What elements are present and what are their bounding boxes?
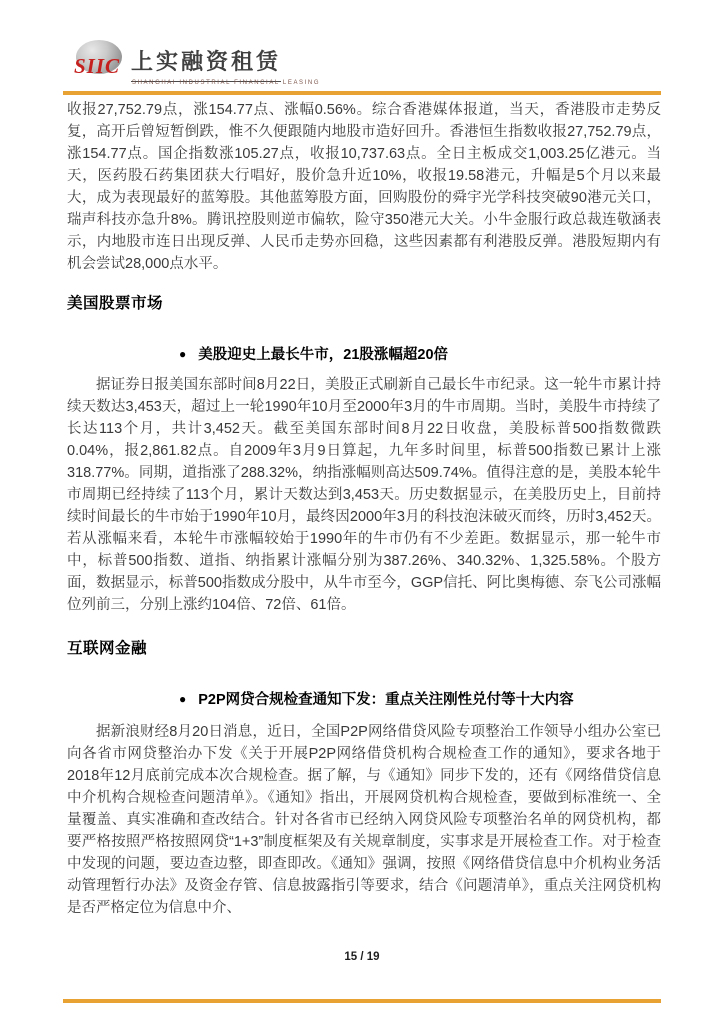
subheading-us-bull-market-label: 美股迎史上最长牛市，21股涨幅超20倍 xyxy=(198,347,449,363)
logo-siic-text: SIIC xyxy=(74,54,121,78)
document-body xyxy=(67,99,661,919)
bullet-icon: ● xyxy=(179,692,187,706)
paragraph-internet-finance: 据新浪财经8月20日消息，近日，全国P2P网络借贷风险专项整治工作领导小组办公室已向各省市网贷整治办下发《关于开展P2P网络借贷机构合规检查工作的通知》，要求各地于2018年12月底前完成本次合规检查。据了解，与《通知》同步下发的，还有《网络借贷信息中介机构合规检查问题清单》。《通知》指出，开展网贷机构合规检查，要做到标准统一、全量覆盖、真实准确和查改结合。针对各省市已经纳入网贷风险专项整治名单的网贷机构，都要严格按照严格按照网贷“1+3”制度框架及有关规章制度，实事求是开展检查工作。对于检查中发现的问题，要边查边整，即查即改。《通知》强调，按照《网络借贷信息中介机构业务活动管理暂行办法》及资金存管、信息披露指引等要求，结合《问题清单》，重点关注网贷机构是否严格定位为信息中介、 xyxy=(67,724,661,916)
footer-gold-rule xyxy=(63,999,661,1003)
company-name-english: SHANGHAI INDUSTRIAL FINANCIAL LEASING xyxy=(132,80,321,86)
subheading-p2p-notice xyxy=(179,688,661,709)
section-heading-us-stock-market: 美国股票市场 xyxy=(67,295,164,312)
page-number: 15 / 19 xyxy=(344,951,380,963)
bullet-icon: ● xyxy=(179,347,187,361)
paragraph-hongkong-market: 收报27,752.79点，涨154.77点、涨幅0.56%。综合香港媒体报道，当天，香港股市走势反复，高开后曾短暂倒跌，惟不久便跟随内地股市造好回升。香港恒生指数收报27,752.79点，涨154.77点。国企指数涨105.27点，收报10,737.63点。全日主板成交1,003.25亿港元。当天，医药股石药集团获大行唱好，股价急升近10%，收报19.58港元，升幅是5个月以来最大，成为表现最好的蓝筹股。其他蓝筹股方面，回购股份的舜宇光学科技突破90港元关口，瑞声科技亦急升8%。腾讯控股则逆市偏软，险守350港元大关。小牛金服行政总裁连敬涵表示，内地股市连日出现反弹、人民币走势亦回稳，这些因素都有利港股反弹。港股短期内有机会尝试28,000点水平。 xyxy=(67,102,661,272)
header-gold-rule xyxy=(63,91,661,95)
subheading-us-bull-market xyxy=(179,343,661,364)
company-name-chinese: 上实融资租赁 xyxy=(131,45,281,82)
paragraph-us-market: 据证券日报美国东部时间8月22日，美股正式刷新自己最长牛市纪录。这一轮牛市累计持续天数达3,453天，超过上一轮1990年10月至2000年3月的牛市周期。当时，美股牛市持续了长达113个月，共计3,452天。截至美国东部时间8月22日收盘，美股标普500指数微跌0.04%，报2,861.82点。自2009年3月9日算起，九年多时间里，标普500指数已累计上涨318.77%。同期，道指涨了288.32%，纳指涨幅则高达509.74%。值得注意的是，美股本轮牛市周期已经持续了113个月，累计天数达到3,453天。历史数据显示，在美股历史上，目前持续时间最长的牛市始于1990年10月，最终因2000年3月的科技泡沫破灭而终，历时3,452天。若从涨幅来看，本轮牛市涨幅较始于1990年的牛市仍有不少差距。数据显示，那一轮牛市中，标普500指数、道指、纳指累计涨幅分别为387.26%、340.32%、1,325.58%。个股方面，数据显示，标普500指数成分股中，从牛市至今，GGP信托、阿比奥梅德、奈飞公司涨幅位列前三，分别上涨约104倍、72倍、61倍。 xyxy=(67,377,661,613)
subheading-p2p-notice-label: P2P网贷合规检查通知下发：重点关注刚性兑付等十大内容 xyxy=(198,692,574,708)
section-heading-internet-finance: 互联网金融 xyxy=(67,640,148,657)
